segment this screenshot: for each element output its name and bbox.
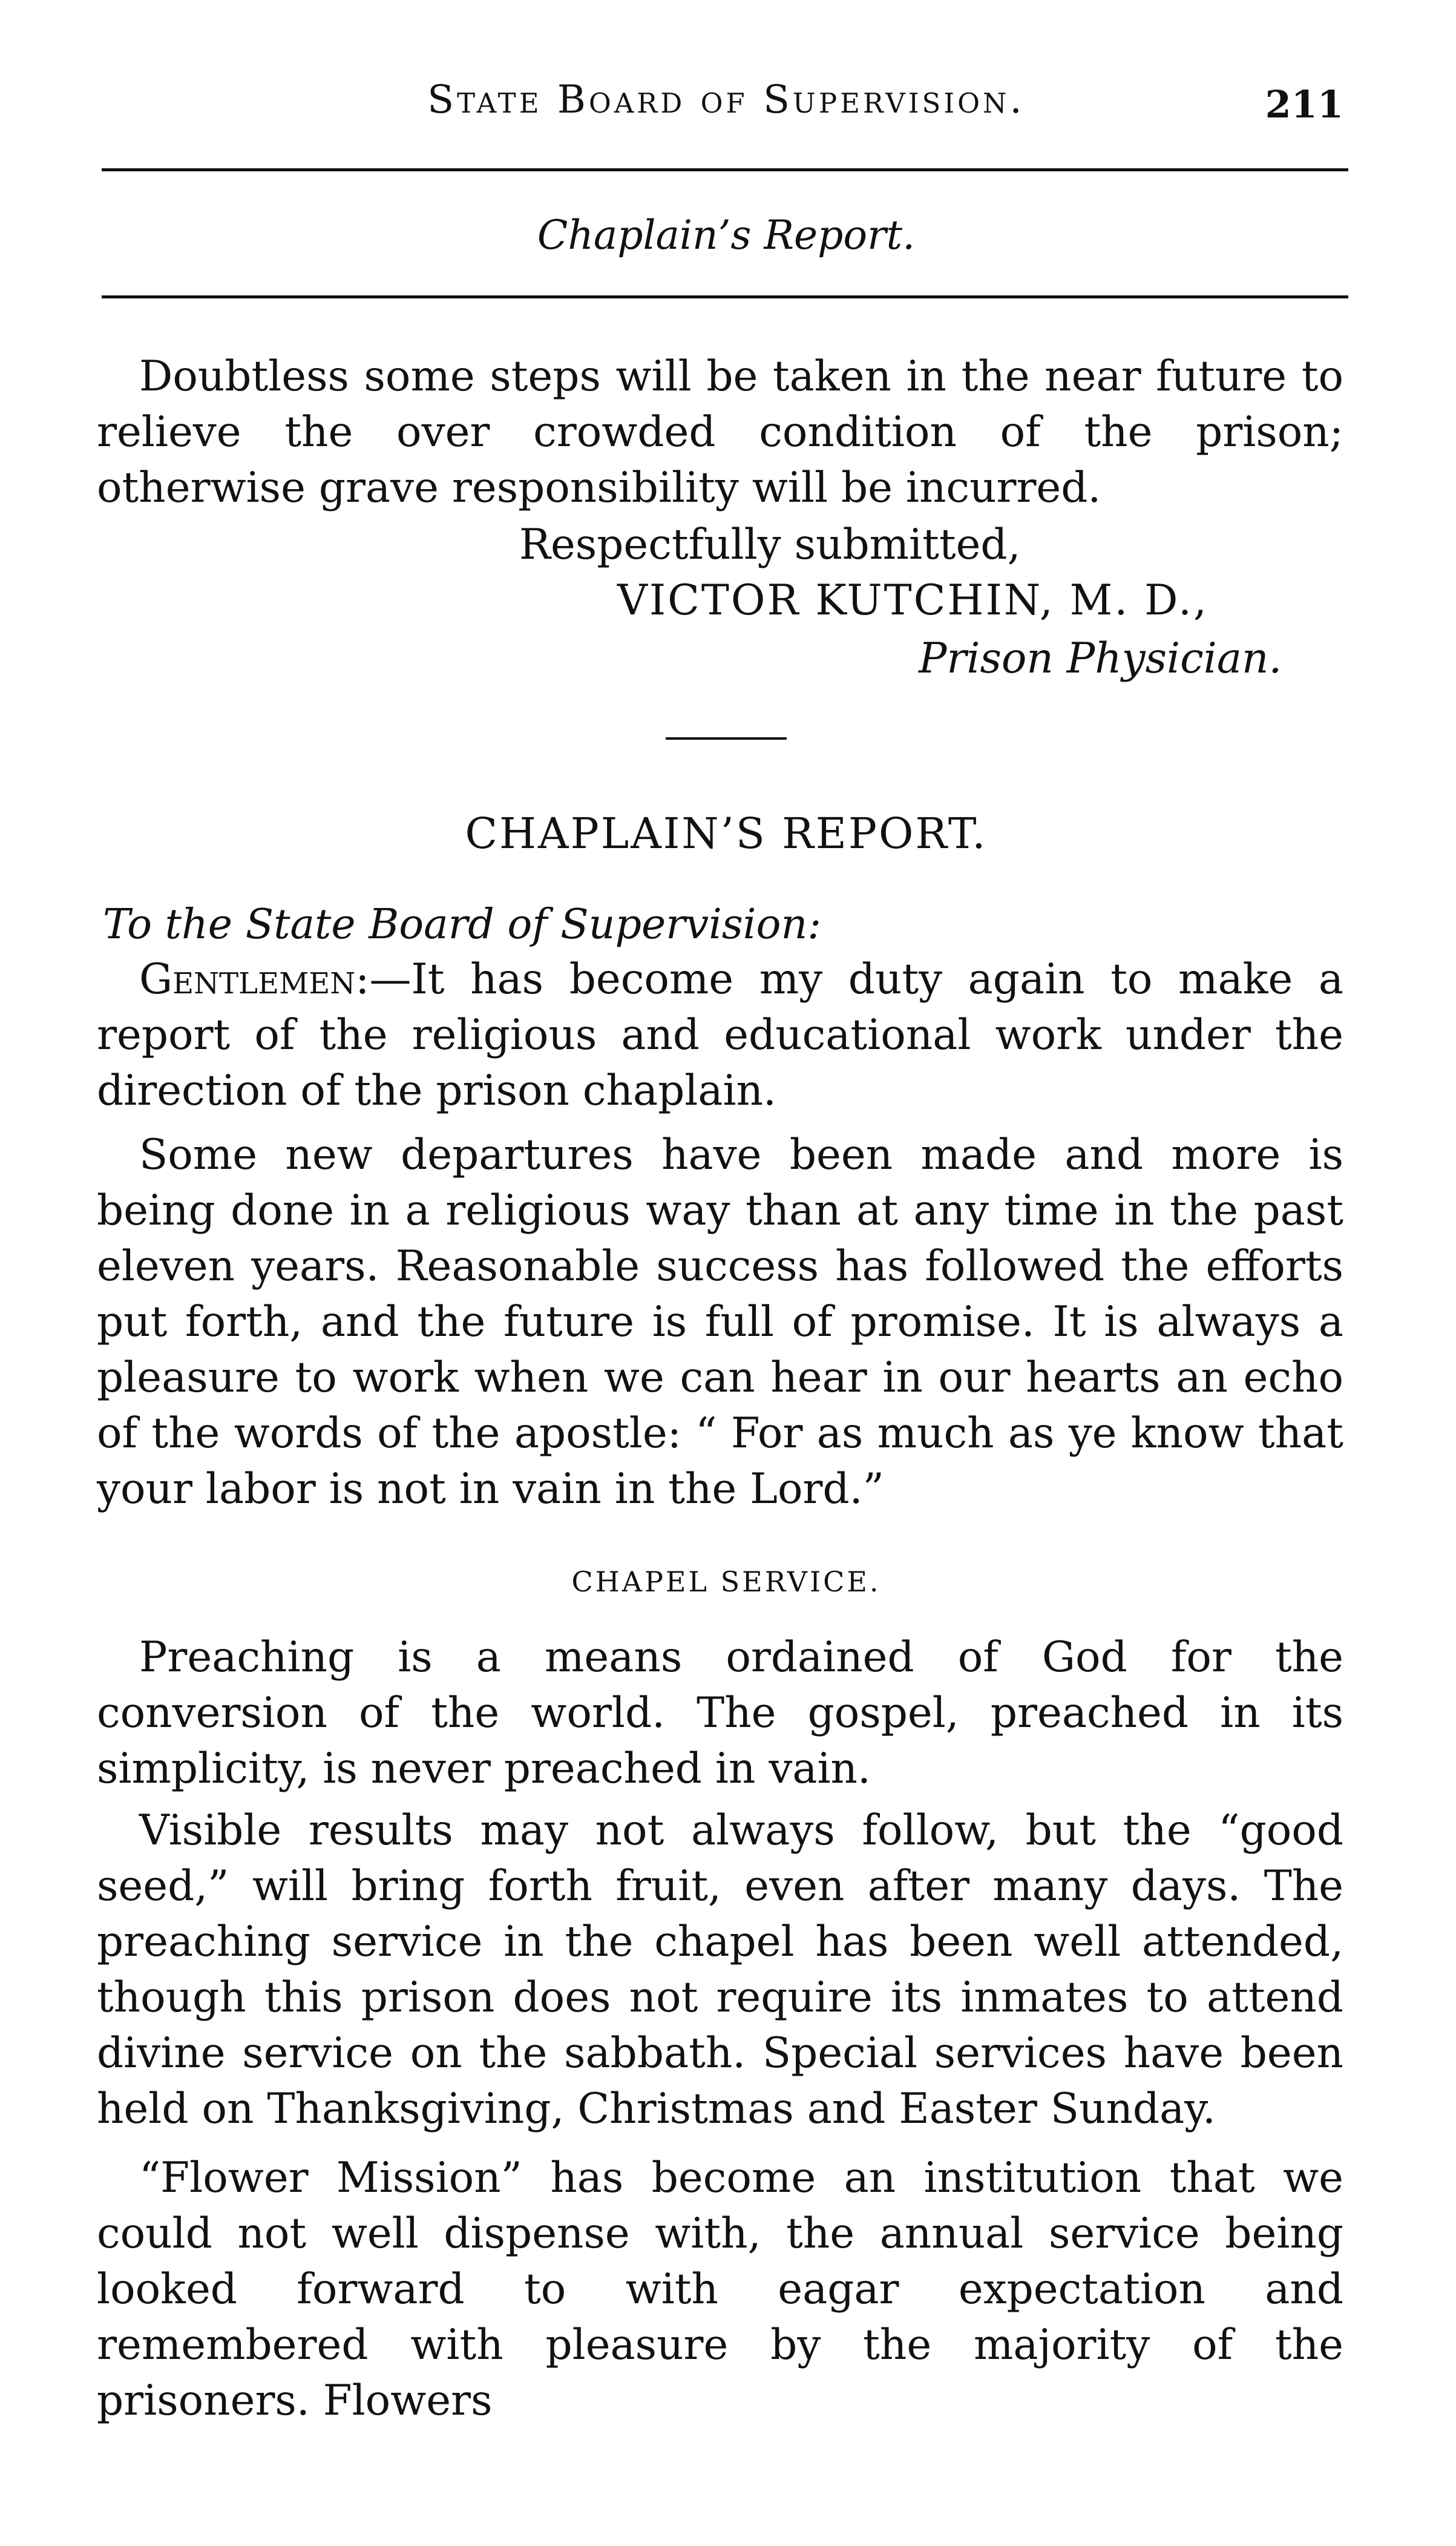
physician-closing-paragraph: Doubtless some steps will be taken in the near future to relieve the over crowded condition of the prison; otherwise grave responsibility will be incurred. xyxy=(97,352,1343,512)
salutation: Gentlemen: xyxy=(139,955,370,1004)
page-number: 211 xyxy=(1265,82,1343,127)
chapel-service-heading: CHAPEL SERVICE. xyxy=(571,1565,881,1598)
paragraph-flower-mission: “Flower Mission” has become an institution that we could not well dispense with, the annual service being looked forward to with eagar expectation and remembered with pleasure by the majority of the prisoners. Flowers xyxy=(97,2154,1343,2425)
intro-text: —It has become my duty again to make a report of the religious and educational work under the direction of the prison chaplain. xyxy=(97,955,1343,1115)
signer-name: VICTOR KUTCHIN, M. D., xyxy=(617,576,1208,625)
section-heading: Chaplain’s Report. xyxy=(537,212,916,258)
closing-phrase: Respectfully submitted, xyxy=(519,521,1021,569)
report-address: To the State Board of Supervision: xyxy=(103,901,822,949)
running-title: State Board of Supervision. xyxy=(427,77,1025,122)
paragraph-success: Some new departures have been made and more is being done in a religious way than at any time in the past eleven years. Reasonable success has followed the efforts put forth, and the future is full of promise. It is always a pleasure to work when we can hear in our hearts an echo of the words of the apostle: “ For as much as ye know that your labor is not in vain in the Lord.” xyxy=(97,1131,1343,1513)
intro-paragraph xyxy=(97,952,1343,1119)
header-rule-top xyxy=(102,168,1348,171)
paragraph-preaching: Preaching is a means ordained of God for the conversion of the world. The gospel, preached in its simplicity, is never preached in vain. xyxy=(97,1633,1343,1793)
paragraph-visible-results: Visible results may not always follow, but the “good seed,” will bring forth fruit, even after many days. The preaching service in the chapel has been well attended, though this prison does not require its inmates to attend divine service on the sabbath. Special services have been held on Thanksgiving, Christmas and Easter Sunday. xyxy=(97,1806,1343,2133)
signer-title: Prison Physician. xyxy=(919,634,1282,683)
report-title: CHAPLAIN’S REPORT. xyxy=(465,809,988,858)
section-divider xyxy=(666,737,787,740)
running-header xyxy=(97,77,1356,126)
header-rule-bottom xyxy=(102,295,1348,298)
